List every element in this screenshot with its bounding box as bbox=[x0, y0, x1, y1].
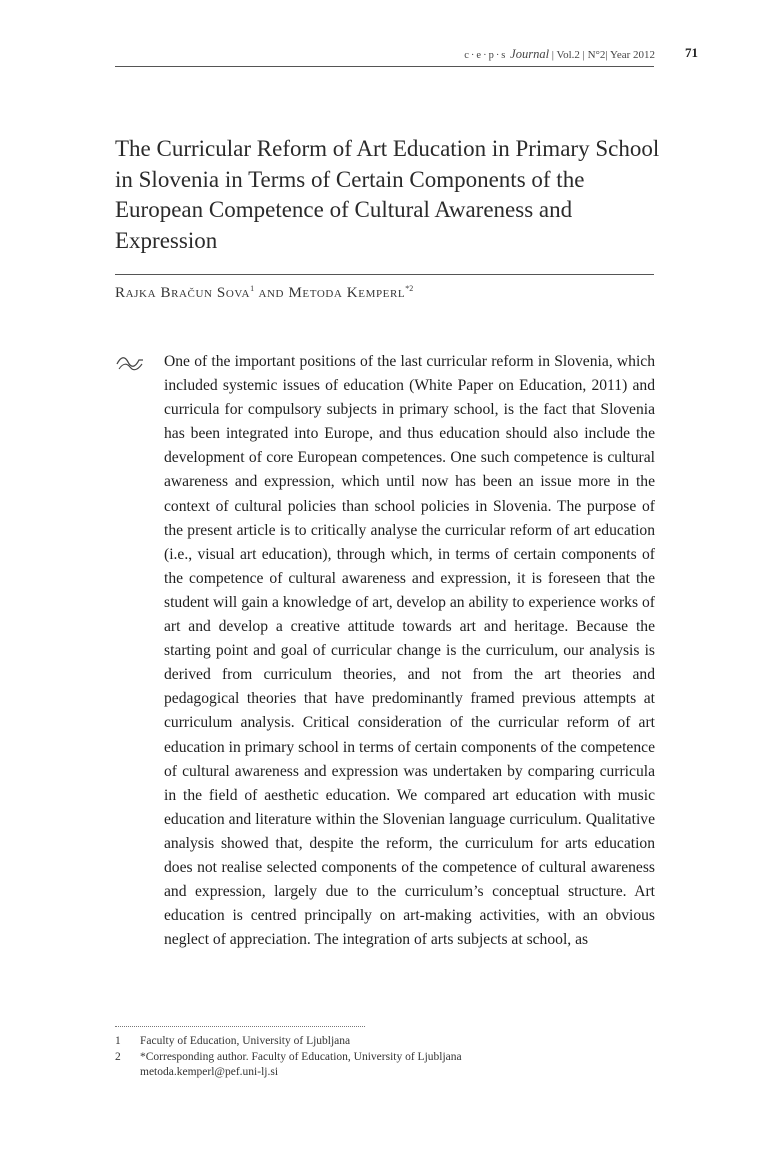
footnotes bbox=[115, 1034, 675, 1081]
footnote bbox=[115, 1034, 675, 1050]
running-head bbox=[420, 47, 655, 62]
wave-icon bbox=[115, 352, 145, 374]
author-name: Rajka Bračun Sova bbox=[115, 285, 251, 301]
journal-name: Journal bbox=[510, 47, 550, 61]
footnote bbox=[115, 1065, 675, 1081]
footnote-rule bbox=[115, 1026, 365, 1027]
title-rule bbox=[115, 274, 654, 275]
footnote-text: *Corresponding author. Faculty of Education, University of Ljubljana bbox=[140, 1050, 462, 1063]
journal-ceps: c·e·p·s bbox=[464, 50, 508, 61]
header-rule bbox=[115, 66, 654, 67]
author-mark: *2 bbox=[405, 284, 414, 293]
footnote-email[interactable]: metoda.kemperl@pef.uni-lj.si bbox=[140, 1066, 279, 1078]
author-name: Metoda Kemperl bbox=[288, 285, 406, 301]
footnote-number: 1 bbox=[115, 1035, 121, 1047]
journal-issue: | Vol.2 | N°2| Year 2012 bbox=[551, 49, 655, 61]
abstract-text: One of the important positions of the last curricular reform in Slovenia, which included systemic issues of education (White Paper on Education, 2011) and curricula for compulsory subjects in primary school, is the fact that Slovenia has been integrated into Europe, and thus education should also include the development of core European competences. One such competence is cultural awareness and expression, which until now has been an issue more in the context of cultural policies than school policies in Slovenia. The purpose of the present article is to critically analyse the curricular reform of art education (i.e., visual art education), through which, in terms of certain components of the competence of cultural awareness and expression, it is foreseen that the student will gain a knowledge of art, develop an ability to experience works of art and develop a creative attitude towards art and heritage. Because the starting point and goal of curricular change is the curriculum, our analysis is derived from curriculum theories, and not from the art theories and pedagogical theories that have predominantly framed previous attempts at curriculum analysis. Critical consideration of the curricular reform of art education in primary school in terms of certain components of the competence of cultural awareness and expression was undertaken by comparing curricula in the field of aesthetic education. We compared art education with music education and literature within the Slovenian language curriculum. Qualitative analysis showed that, despite the reform, the curriculum for arts education does not realise selected components of the competence of cultural awareness and expression, largely due to the curriculum’s conceptual structure. Art education is centred principally on art-making activities, with an obvious neglect of appreciation. The integration of arts subjects at school, as bbox=[164, 353, 655, 949]
author-mark: 1 bbox=[250, 284, 255, 293]
author-connector: and bbox=[258, 285, 285, 301]
footnote-number: 2 bbox=[115, 1050, 121, 1063]
author-line bbox=[115, 284, 655, 302]
article-title: The Curricular Reform of Art Education in Primary School in Slovenia in Terms of Certain Components of the European Competence of Cultural Awareness and Expression bbox=[115, 136, 660, 253]
footnote bbox=[115, 1050, 675, 1066]
page-number: 71 bbox=[685, 45, 698, 60]
footnote-text: Faculty of Education, University of Ljubljana bbox=[140, 1035, 351, 1047]
